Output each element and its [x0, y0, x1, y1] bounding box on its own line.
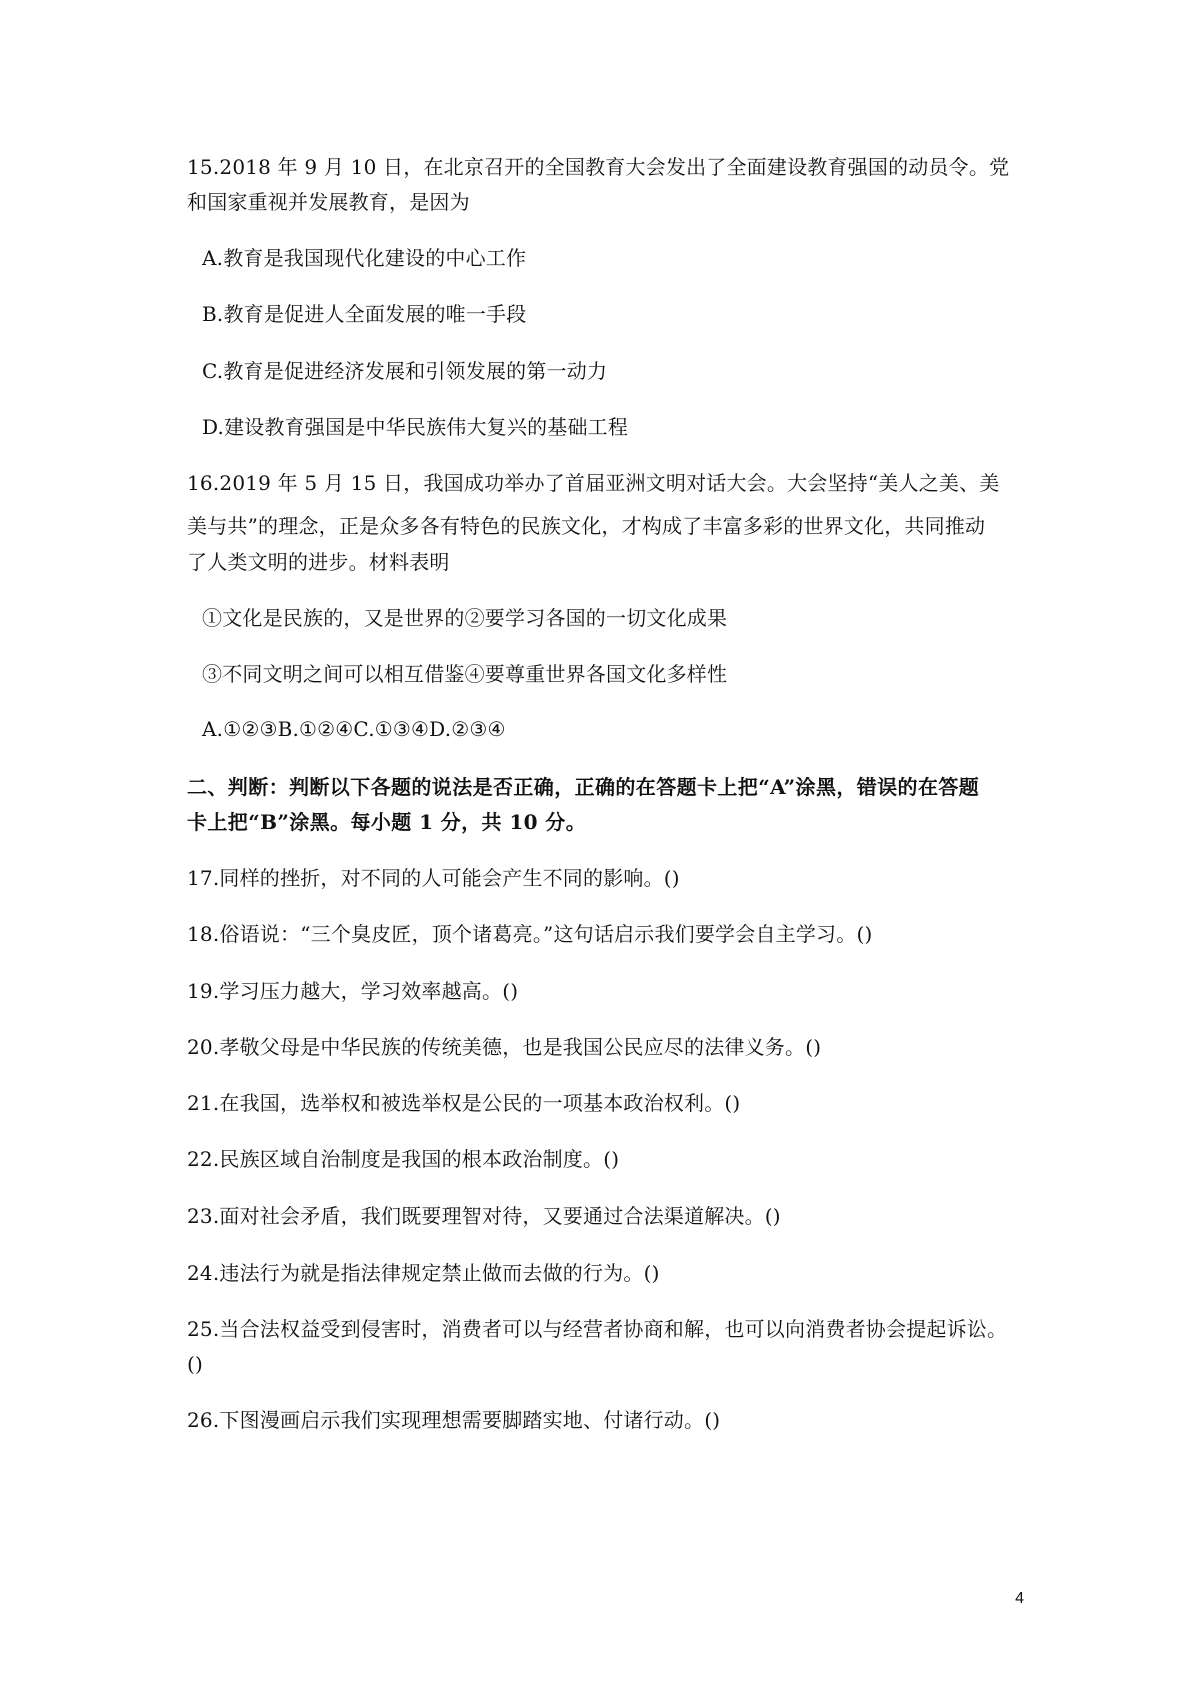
question-16-line-3: 了人类文明的进步。材料表明	[187, 550, 450, 574]
question-16-line-2: 美与共”的理念，正是众多各有特色的民族文化，才构成了丰富多彩的世界文化，共同推动	[187, 514, 986, 538]
page-number: 4	[1015, 1590, 1024, 1607]
question-15-line-1: 15.2018 年 9 月 10 日，在北京召开的全国教育大会发出了全面建设教育强国的动员令。党	[187, 155, 1010, 179]
question-15-option-a: A.教育是我国现代化建设的中心工作	[202, 246, 527, 270]
question-15-option-d: D.建设教育强国是中华民族伟大复兴的基础工程	[202, 415, 629, 439]
question-16-statements-1: ①文化是民族的，又是世界的②要学习各国的一切文化成果	[202, 606, 728, 630]
judgment-question-24: 24.违法行为就是指法律规定禁止做而去做的行为。()	[187, 1261, 660, 1285]
judgment-question-23: 23.面对社会矛盾，我们既要理智对待，又要通过合法渠道解决。()	[187, 1204, 781, 1228]
judgment-question-19: 19.学习压力越大，学习效率越高。()	[187, 979, 519, 1003]
section-2-heading-line-2: 卡上把“B”涂黑。每小题 1 分，共 10 分。	[187, 810, 587, 834]
judgment-question-25-line-2: ()	[187, 1352, 204, 1376]
question-16-line-1: 16.2019 年 5 月 15 日，我国成功举办了首届亚洲文明对话大会。大会坚持“美人之美、美	[187, 471, 1000, 495]
question-15-option-c: C.教育是促进经济发展和引领发展的第一动力	[202, 359, 608, 383]
question-15-option-b: B.教育是促进人全面发展的唯一手段	[202, 302, 527, 326]
section-2-heading-line-1: 二、判断：判断以下各题的说法是否正确，正确的在答题卡上把“A”涂黑，错误的在答题	[187, 775, 980, 799]
judgment-question-26: 26.下图漫画启示我们实现理想需要脚踏实地、付诸行动。()	[187, 1408, 721, 1432]
question-15-line-2: 和国家重视并发展教育，是因为	[187, 190, 470, 214]
judgment-question-25-line-1: 25.当合法权益受到侵害时，消费者可以与经营者协商和解，也可以向消费者协会提起诉讼。	[187, 1317, 1008, 1341]
question-16-options: A.①②③B.①②④C.①③④D.②③④	[202, 717, 506, 741]
judgment-question-20: 20.孝敬父母是中华民族的传统美德，也是我国公民应尽的法律义务。()	[187, 1035, 822, 1059]
judgment-question-21: 21.在我国，选举权和被选举权是公民的一项基本政治权利。()	[187, 1091, 741, 1115]
judgment-question-22: 22.民族区域自治制度是我国的根本政治制度。()	[187, 1147, 620, 1171]
judgment-question-17: 17.同样的挫折，对不同的人可能会产生不同的影响。()	[187, 866, 680, 890]
judgment-question-18: 18.俗语说：“三个臭皮匠，顶个诸葛亮。”这句话启示我们要学会自主学习。()	[187, 922, 873, 946]
question-16-statements-2: ③不同文明之间可以相互借鉴④要尊重世界各国文化多样性	[202, 662, 728, 686]
